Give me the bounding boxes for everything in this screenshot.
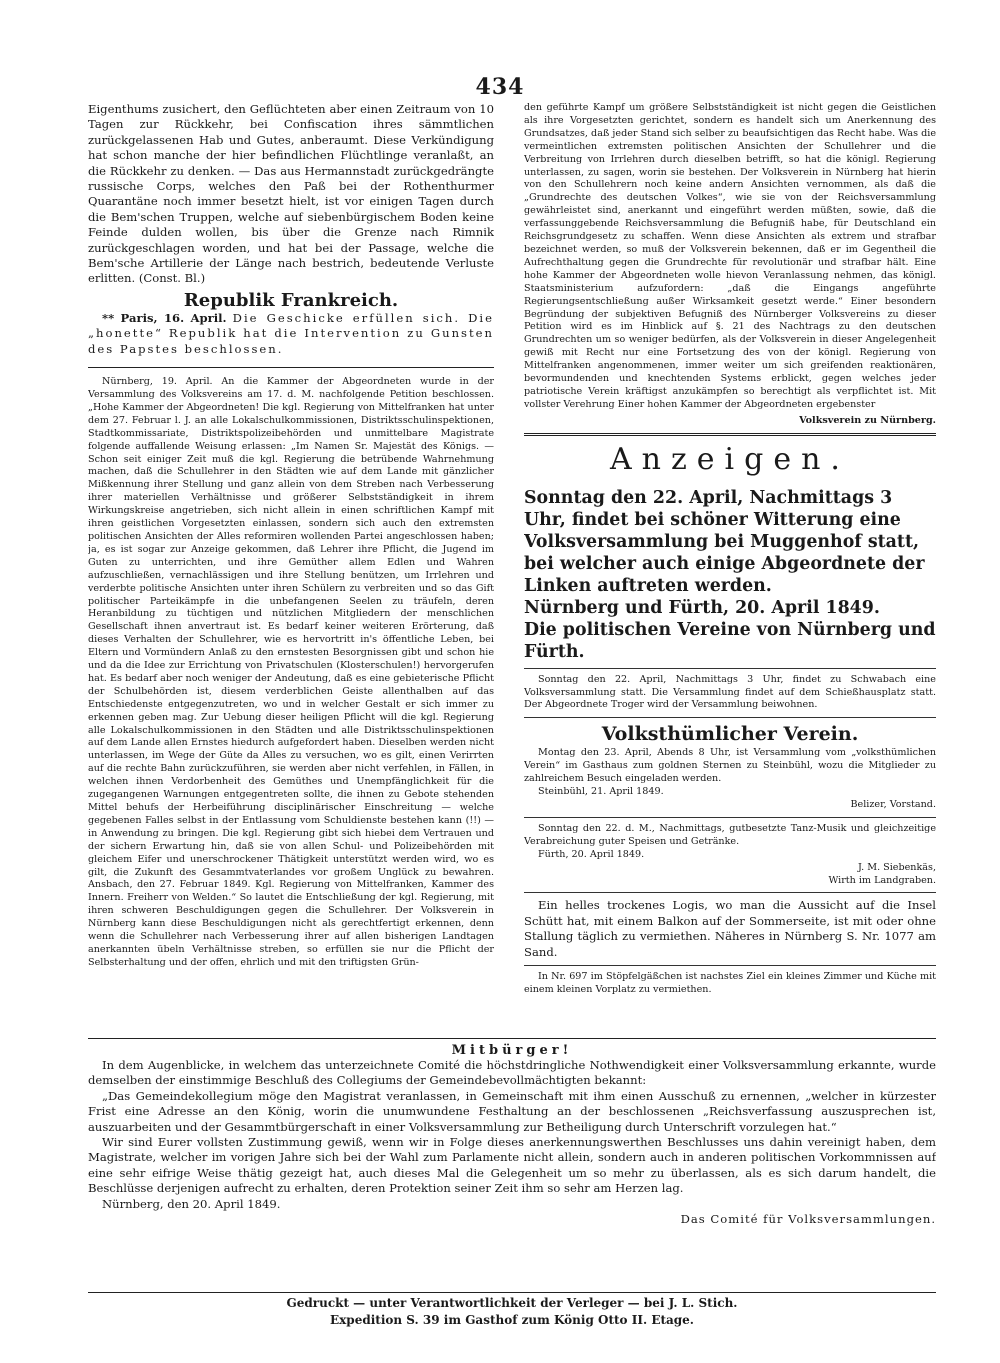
notice-title: Mitbürger! [451,1043,573,1058]
zimmer-ad: In Nr. 697 im Stöpfelgäßchen ist nachstes Ziel ein kleines Zimmer und Küche mit einem kleinen Vorplatz zu vermiethen. [524,971,936,995]
logis-ad: Ein helles trockenes Logis, wo man die Aussicht auf die Insel Schütt hat, mit einem Balkon auf der Sommerseite, ist mit oder ohne Stallung täglich zu vermiethen. Näheres in Nürnberg S. Nr. 1077 am Sand. [524,898,936,959]
imprint-line-2: Expedition S. 39 im Gasthof zum König Otto II. Etage. [330,1313,694,1327]
tanz-ad-signature: J. M. Siebenkäs, [858,861,936,873]
notice-signature: Das Comité für Volksversammlungen. [680,1212,936,1227]
ad-divider [524,965,936,966]
notice-paragraph-1: In dem Augenblicke, in welchem das unterzeichnete Comité die höchstdringliche Nothwendigkeit einer Volksversammlung erkannte, wurde demselben der einstimmige Beschluß des Collegiums der Gemeindebevollmächtigten bekannt: [88,1058,936,1088]
left-column [88,102,494,1037]
muggenhof-ad: Sonntag den 22. April, Nachmittags 3 Uhr, findet bei schöner Witterung eine Volksversammlung bei Muggenhof statt, bei welcher auch einige Abgeordnete der Linken auftreten werden. [524,487,925,596]
republic-heading: Republik Frankreich. [183,289,399,311]
ad-divider [524,717,936,718]
imprint-line-1: Gedruckt — unter Verantwortlichkeit der Verleger — bei J. L. Stich. [286,1296,738,1310]
muggenhof-ad-signature: Die politischen Vereine von Nürnberg und Fürth. [524,619,936,662]
verein-heading: Volksthümlicher Verein. [601,723,859,746]
notice-paragraph-3: Wir sind Eurer vollsten Zustimmung gewiß, wenn wir in Folge dieses anerkennungswerthen Beschlusses uns dahin vereinigt haben, dem Magistrate, welcher im vorigen Jahre sich bei der Wahl zum Parlamente nicht allein, sondern auch in anderen politischen Vorkommnissen auf eine sehr eifrige Weise thätig gezeigt hat, auch dieses Mal die Gelegenheit um so mehr zu überlassen, als es sich darum handelt, die Beschlüsse derjenigen aufrecht zu erhalten, deren Protektion seiner Zeit ihm so sehr am Herzen lag. [88,1135,936,1196]
tanz-ad-signature-line2: Wirth im Landgraben. [828,874,936,886]
ad-divider [524,817,936,818]
imprint [88,1292,936,1332]
verein-place-date: Steinbühl, 21. April 1849. [538,786,664,798]
intro-paragraph: Eigenthums zusichert, den Geflüchteten aber einen Zeitraum von 10 Tagen zur Rückkehr, bei Confiscation ihres sämmtlichen zurückgelassenen Hab und Gutes, anberaumt. Diese Verkündigung hat schon manche der hier befindlichen Flüchtlinge veranlaßt, an die Rückkehr zu denken. — Das aus Hermannstadt zurückgedrängte russische Corps, welches den Paß bei der Rothenthurmer Quarantäne noch immer besetzt hielt, ist vor einigen Tagen durch die Bem'schen Truppen, welche auf siebenbürgischem Boden keine Feinde dulden wollen, bis über die Grenze nach Rimnik zurückgeschlagen worden, und hat bei der Passage, welche die Bem'sche Artillerie der Länge nach bestrich, bedeutende Verluste erlitten. (Const. Bl.) [88,102,494,286]
notice-top-rule [88,1038,936,1039]
imprint-rule [88,1292,936,1293]
right-column [524,102,936,1037]
paris-paragraph: ** Paris, 16. April. Die Geschicke erfüllen sich. Die „honette“ Republik hat die Intervention zu Gunsten des Papstes beschlossen. [88,310,494,356]
muggenhof-ad-date: Nürnberg und Fürth, 20. April 1849. [524,597,880,618]
notice-date: Nürnberg, den 20. April 1849. [102,1196,281,1211]
anzeigen-title: Anzeigen. [610,441,850,477]
mitbuerger-notice [88,1038,936,1292]
nuernberg-article: Nürnberg, 19. April. An die Kammer der Abgeordneten wurde in der Versammlung des Volksvereins am 17. d. M. nachfolgende Petition beschlossen. „Hohe Kammer der Abgeordneten! Die kgl. Regierung von Mittelfranken hat unter dem 27. Februar l. J. an alle Lokalschulkommissionen, Distriktsschulinspektionen, Stadtkommissariate, Distriktspolizeibehörden und unmittelbare Magistrate folgende auffallende Weisung erlassen: „Im Namen Sr. Majestät des Königs. — Schon seit einiger Zeit muß die kgl. Regierung die betrübende Wahrnehmung machen, daß die Schullehrer in den Städten wie auf dem Lande mit gänzlicher Mißkennung ihrer Stellung und ganz allein von dem Streben nach Verbesserung ihrer materiellen Verhältnisse und größerer Selbstständigkeit in ihrem Wirkungskreise angetrieben, sich nicht allein in einen schriftlichen Kampf mit ihren geistlichen Vorgesetzten einlassen, sondern sich auch den extremsten politischen Ansichten der Alles reformiren wollenden Partei angeschlossen haben; ja, es ist sogar zur Anzeige gekommen, daß Lehrer ihre Pflicht, die Jugend im Guten zu unterrichten, und ihre Gemüther allem Edlen und Wahren aufzuschließen, vernachlässigen und ihre Stellung benützen, um Irrlehren und verderbte politische Ansichten unter ihren Schülern zu verbreiten und so das Gift politischer Parteikämpfe in die unbefangenen Seelen zu träufeln, deren Heranbildung zu tüchtigen und nützlichen Mitgliedern der menschlichen Gesellschaft ihnen anvertraut ist. Es bedarf keiner weiteren Erörterung, daß dieses Verhalten der Schullehrer, wie es hervortritt in's öffentliche Leben, bei Eltern und Vormündern Anlaß zu den ernstesten Besorgnissen gibt und schon hie und da die Idee zur Errichtung von Privatschulen (Klosterschulen!) hervorgerufen hat. Es bedarf aber noch weniger der Andeutung, daß es eine gebieterische Pflicht der Schulbehörden ist, diesem verderblichen Geiste allenthalben auf das Entschiedenste entgegenzutreten, wo und in welcher Gestalt er sich immer zu erkennen geben mag. Zur Uebung dieser heiligen Pflicht will die kgl. Regierung alle Lokalschulkommissionen in den Städten und alle Distriktsschulinspektionen auf dem Lande allen Ernstes hiedurch aufgefordert haben. Dieselben werden nicht unterlassen, im Wege der Güte da Alles zu versuchen, wo es gilt, einen Verirrten auf die rechte Bahn zurückzuführen, sie werden aber nicht verfehlen, in Fällen, in welchen ihnen Verdorbenheit des Gemüthes und Unempfänglichkeit für die zugegangenen Warnungen entgegentreten sollte, die ihnen zu Gebote stehenden Mittel behufs der Herbeiführung disciplinärischer Einschreitung — welche gegebenen Falles selbst in der Entlassung vom Schuldienste bestehen kann (!!) — in Anwendung zu bringen. Die kgl. Regierung gibt sich hiebei dem Vertrauen und der sichern Erwartung hin, daß sie von allen Schul- und Polizeibehörden mit gleichem Eifer und unerschrockener Thätigkeit unterstützt werden wird, wo es gilt, die Zukunft des Gesammtvaterlandes vor großem Unglück zu bewahren. Ansbach, den 27. Februar 1849. Kgl. Regierung von Mittelfranken, Kammer des Innern. Freiherr von Welden.“ So lautet die Entschließung der kgl. Regierung, mit ihren schweren Beschuldigungen gegen die Schullehrer. Der Volksverein in Nürnberg kann diese Beschuldigungen nicht als gerechtfertigt erkennen, denn wenn die Schullehrer nach Verbesserung ihrer auf allen bisherigen Landtagen anerkannten übeln Verhältnisse streben, so erfüllen sie nur die Pflicht der Selbsterhaltung und der offen, ehrlich und mit den triftigsten Grün- [88,376,494,968]
tanz-ad-place-date: Fürth, 20. April 1849. [538,848,645,860]
petition-continuation: den geführte Kampf um größere Selbstständigkeit ist nicht gegen die Geistlichen als ihre Vorgesetzten gerichtet, sondern es handelt sich um Anerkennung des Grundsatzes, daß jeder Stand sich selber zu beaufsichtigen das Recht habe. Was die vermeintlichen extremsten politischen Ansichten der Schullehrer und die Verbreitung von Irrlehren durch dieselben betrifft, so hat die königl. Regierung unterlassen, zu sagen, worin sie bestehen. Der Volksverein in Nürnberg hat hierin von den Schullehrern noch keine andern Ansichten vernommen, als daß die „Grundrechte des deutschen Volkes“, wie sie von der Reichsversammlung gewährleistet sind, anerkannt und eingeführt werden müßten, sowie, daß die verfassunggebende Reichsversammlung die Befugniß habe, für Deutschland ein Reichsgrundgesetz zu schaffen. Wenn diese Ansichten als extrem und strafbar bezeichnet werden, so muß der Volksverein bekennen, daß er im Gegentheil die Aufrechthaltung gegen die Grundrechte für revolutionär und strafbar hält. Eine hohe Kammer der Abgeordneten wolle hievon Veranlassung nehmen, das königl. Staatsministerium aufzufordern: „daß die Eingangs angeführte Regierungsentschließung außer Wirksamkeit gesetzt werde.“ Einer besondern Begründung der subjektiven Befugniß des Nürnberger Volksvereins zu dieser Petition wird es im Hinblick auf §. 21 des Nachtrags zu den deutschen Grundrechten um so weniger bedürfen, als der Volksverein in dieser Angelegenheit gewiß mit Recht nur eine Fortsetzung des von der königl. Regierung von Mittelfranken angenommenen, immer weiter um sich greifenden reaktionären, bevormundenden und knechtenden Systems erblickt, gegen welches jeder patriotische Verein kräftigst anzukämpfen so berechtigt als verpflichtet ist. Mit vollster Verehrung Einer hohen Kammer der Abgeordneten ergebenster [524,102,936,410]
verein-ad: Montag den 23. April, Abends 8 Uhr, ist Versammlung vom „volksthümlichen Verein“ im Gasthaus zum goldnen Sternen zu Steinbühl, wozu die Mitglieder zu zahlreichem Besuch eingeladen werden. [524,747,936,785]
page-number: 434 [475,74,525,100]
notice-paragraph-2: „Das Gemeindekollegium möge den Magistrat veranlassen, in Gemeinschaft mit ihm einen Ausschuß zu ernennen, „welcher in kürzester Frist eine Adresse an den König, worin die unumwundene Festhaltung an der beschlossenen „Reichsverfassung auszusprechen ist, auszuarbeiten und der Gesammtbürgerschaft in einer Volksversammlung zur Betheiligung durch Unterschrift vorzulegen hat.“ [88,1088,936,1134]
tanz-ad: Sonntag den 22. d. M., Nachmittags, gutbesetzte Tanz-Musik und gleichzeitige Verabreichung guter Speisen und Getränke. [524,822,936,847]
schwabach-ad: Sonntag den 22. April, Nachmittags 3 Uhr, findet zu Schwabach eine Volksversammlung statt. Die Versammlung findet auf dem Schießhausplatz statt. Der Abgeordnete Troger wird der Versammlung beiwohnen. [524,673,936,711]
left-divider [88,367,494,368]
anzeigen-top-rule [524,433,936,436]
ad-divider [524,892,936,893]
verein-signature: Belizer, Vorstand. [850,799,936,810]
ad-divider [524,668,936,669]
petition-signature: Volksverein zu Nürnberg. [799,414,936,426]
